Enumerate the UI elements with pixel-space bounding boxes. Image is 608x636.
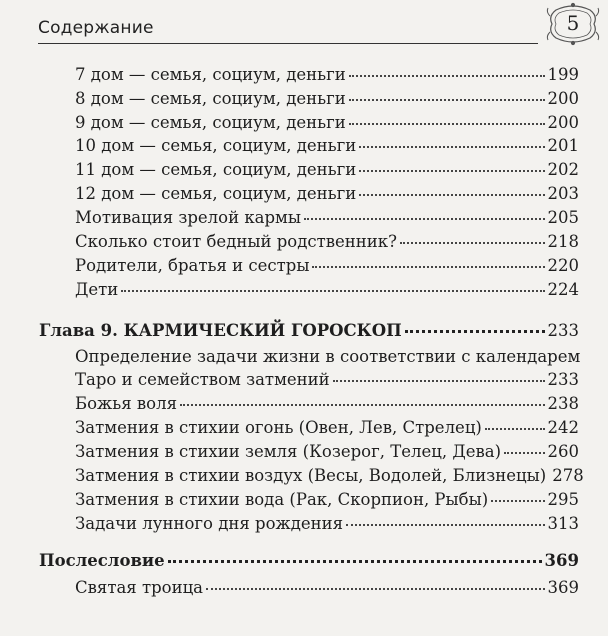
toc-entry-label: Определение задачи жизни в соответствии с календарем bbox=[75, 347, 581, 366]
toc-entry-page: 200 bbox=[547, 89, 579, 108]
toc-entry-page: 201 bbox=[547, 136, 579, 155]
toc-entry-label: 8 дом — семья, социум, деньги bbox=[75, 89, 346, 108]
dot-leader bbox=[400, 241, 545, 244]
toc-entry-label: Святая троица bbox=[75, 578, 204, 597]
toc-entry-page: 233 bbox=[547, 370, 579, 389]
toc-entry bbox=[75, 465, 584, 487]
running-header bbox=[38, 16, 538, 48]
toc-entry-label: Мотивация зрелой кармы bbox=[75, 208, 302, 227]
toc-entry-label: Божья воля bbox=[75, 394, 177, 413]
dot-leader bbox=[359, 193, 544, 196]
dot-leader bbox=[349, 122, 545, 125]
dot-leader bbox=[405, 329, 545, 333]
toc-entry-page: 260 bbox=[547, 442, 579, 461]
running-header-title: Содержание bbox=[38, 18, 154, 38]
dot-leader bbox=[206, 587, 544, 590]
toc-entry-page: 199 bbox=[547, 65, 579, 84]
toc-entry-label: 11 дом — семья, социум, деньги bbox=[75, 160, 357, 179]
toc-entry bbox=[75, 231, 579, 253]
dot-leader bbox=[346, 523, 544, 526]
toc-entry-label: Дети bbox=[75, 280, 119, 299]
dot-leader bbox=[121, 289, 544, 292]
toc-entry bbox=[75, 489, 579, 511]
toc-entry-page: 238 bbox=[547, 394, 579, 413]
toc-entry-page: 369 bbox=[547, 578, 579, 597]
toc-entry bbox=[75, 88, 579, 110]
toc-entry-label: Родители, братья и сестры bbox=[75, 256, 310, 275]
toc-entry-label: 7 дом — семья, социум, деньги bbox=[75, 65, 346, 84]
dot-leader bbox=[485, 427, 545, 430]
dot-leader bbox=[359, 145, 544, 148]
dot-leader bbox=[168, 559, 542, 563]
dot-leader bbox=[312, 265, 544, 268]
toc-entry bbox=[75, 393, 579, 415]
toc-entry bbox=[75, 159, 579, 181]
toc-entry-page: 202 bbox=[547, 160, 579, 179]
toc-entry-label: 10 дом — семья, социум, деньги bbox=[75, 136, 357, 155]
toc-entry-label: Затмения в стихии вода (Рак, Скорпион, Рыбы) bbox=[75, 490, 489, 509]
toc-entry bbox=[75, 441, 579, 463]
toc-afterword-heading bbox=[39, 550, 579, 572]
toc-entry-label: Затмения в стихии земля (Козерог, Телец, Дева) bbox=[75, 442, 502, 461]
toc-entry bbox=[75, 417, 579, 439]
toc-entry-label: Задачи лунного дня рождения bbox=[75, 514, 344, 533]
toc-entry bbox=[75, 577, 579, 599]
header-rule bbox=[38, 43, 538, 44]
toc-entry bbox=[75, 64, 579, 86]
toc-entry-page: 295 bbox=[547, 490, 579, 509]
toc-entry-page: 200 bbox=[547, 113, 579, 132]
toc-entry-label: 9 дом — семья, социум, деньги bbox=[75, 113, 346, 132]
dot-leader bbox=[349, 98, 545, 101]
dot-leader bbox=[304, 217, 544, 220]
toc-entry bbox=[75, 513, 579, 535]
toc-entry bbox=[75, 135, 579, 157]
toc-entry bbox=[75, 207, 579, 229]
toc-entry-label: 12 дом — семья, социум, деньги bbox=[75, 184, 357, 203]
chapter-title: Глава 9. КАРМИЧЕСКИЙ ГОРОСКОП bbox=[39, 321, 402, 340]
dot-leader bbox=[349, 74, 545, 77]
toc-entry-page: 220 bbox=[547, 256, 579, 275]
toc-entry-page: 313 bbox=[547, 514, 579, 533]
page-number-ornament bbox=[544, 2, 602, 46]
toc-entry-label: Сколько стоит бедный родственник? bbox=[75, 232, 397, 251]
toc-entry-page: 242 bbox=[547, 418, 579, 437]
toc-entry bbox=[75, 369, 579, 391]
toc-entry bbox=[75, 112, 579, 134]
page-number: 5 bbox=[566, 11, 580, 35]
toc-entry-page: 278 bbox=[552, 466, 584, 485]
dot-leader bbox=[333, 379, 545, 382]
dot-leader bbox=[180, 403, 545, 406]
chapter-page: 233 bbox=[547, 321, 579, 340]
dot-leader bbox=[491, 499, 544, 502]
toc-entry-page: 218 bbox=[547, 232, 579, 251]
toc-entry-label: Таро и семейством затмений bbox=[75, 370, 330, 389]
dot-leader bbox=[359, 169, 544, 172]
toc-entry-page: 205 bbox=[547, 208, 579, 227]
toc-entry bbox=[75, 279, 579, 301]
dot-leader bbox=[504, 451, 544, 454]
toc-entry bbox=[75, 183, 579, 205]
toc-entry-page: 203 bbox=[547, 184, 579, 203]
toc-chapter-heading bbox=[39, 320, 579, 342]
afterword-title: Послесловие bbox=[39, 551, 165, 570]
afterword-page: 369 bbox=[544, 551, 579, 570]
toc-entry bbox=[75, 255, 579, 277]
toc-entry-page: 224 bbox=[547, 280, 579, 299]
toc-entry-label: Затмения в стихии огонь (Овен, Лев, Стрелец) bbox=[75, 418, 482, 437]
toc-entry-label: Затмения в стихии воздух (Весы, Водолей, Близнецы) bbox=[75, 466, 547, 485]
